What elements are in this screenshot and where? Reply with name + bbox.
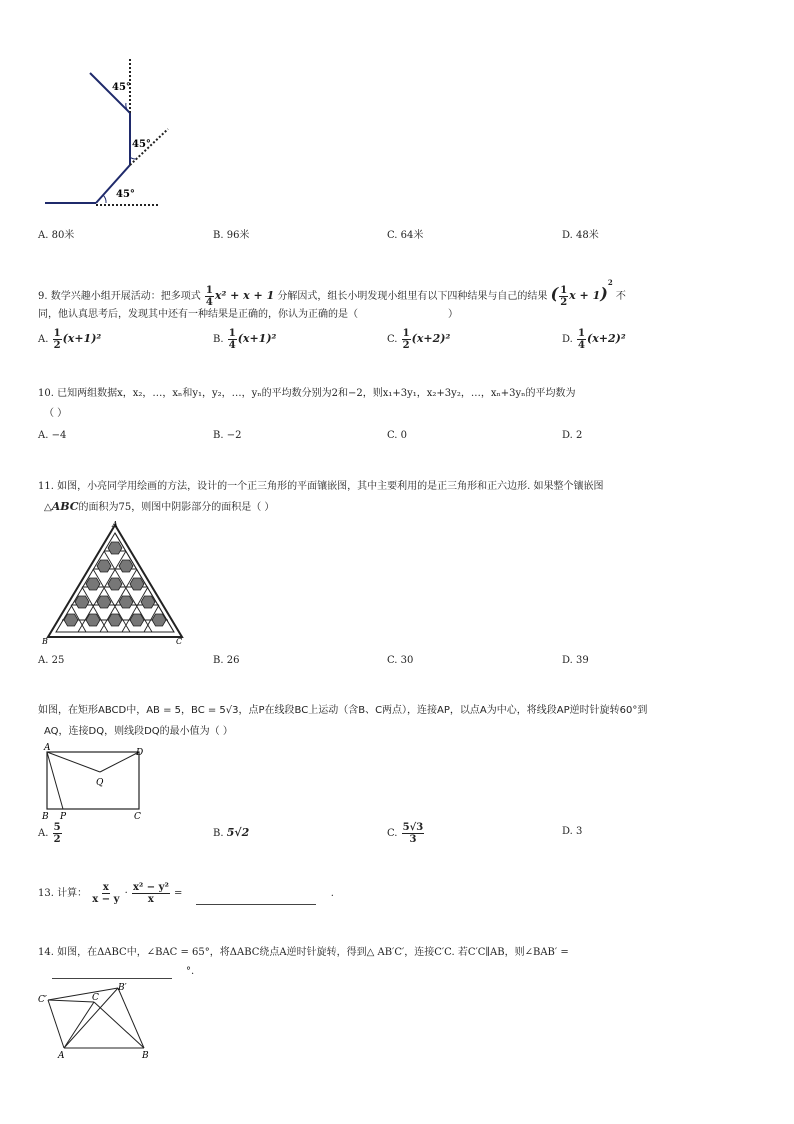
q11-line1: 11. 如图，小亮同学用绘画的方法，设计的一个正三角形的平面镶嵌图，其中主要利用的是正三角形和正六边形. 如果整个镶嵌图 <box>38 481 604 492</box>
q8-option-a[interactable]: A. 80米 <box>38 230 75 241</box>
q10-option-c[interactable]: C. 0 <box>387 430 408 441</box>
q12-line1: 如图，在矩形ABCD中，AB = 5，BC = 5√3，点P在线段BC上运动（含B、C两点），连接AP，以点A为中心，将线段AP逆时针旋转60°到 <box>38 705 648 716</box>
q8-option-c[interactable]: C. 64米 <box>387 230 424 241</box>
q9-line1: 9. 数学兴趣小组开展活动：把多项式 $\frac{1}{4}$ x² + x + 1 分解因式，组长小明发现小组里有以下四种结果与自己的结果 ( $\frac{1}{2}$ x + 1)$^2$ 不 <box>38 278 626 308</box>
q14-label-c: C <box>92 993 99 1003</box>
q11-tessellation-figure <box>40 520 190 650</box>
q9-line2: 同，他认真思考后，发现其中还有一种结果是正确的，你认为正确的是（ ） <box>38 309 458 320</box>
q12-label-a: A <box>44 743 51 753</box>
q11-option-d[interactable]: D. 39 <box>562 655 589 666</box>
q12-option-c[interactable]: C. $\frac{5√3}{3}$ <box>387 822 424 845</box>
q14-line2: °. <box>52 965 194 979</box>
q10-text: 10. 已知两组数据x，x₂，…，xₙ和y₁，y₂，…，yₙ的平均数分别为2和−2，则x₁+3y₁，x₂+3y₂，…，xₙ+3yₙ的平均数为 <box>38 388 576 399</box>
q14-line1: 14. 如图，在ΔABC中，∠BAC = 65°，将ΔABC绕点A逆时针旋转，得到△ AB′C′，连接C′C. 若C′C∥AB，则∠BAB′ = <box>38 947 569 958</box>
q9-text3: 不 <box>615 291 626 302</box>
q9-poly: x² + x + 1 <box>214 289 275 302</box>
q9-frac-half: $\frac{1}{2}$ <box>560 285 568 308</box>
q9-text1: 9. 数学兴趣小组开展活动：把多项式 <box>38 291 201 302</box>
q12-label-q: Q <box>96 778 104 788</box>
q8-angle-3: 45° <box>116 189 135 200</box>
q9-text2: 分解因式，组长小明发现小组里有以下四种结果与自己的结果 <box>277 291 548 302</box>
q11-label-b: B <box>42 637 48 646</box>
q14-label-a: A <box>58 1051 65 1060</box>
q11-option-a[interactable]: A. 25 <box>38 655 65 666</box>
q13-fraction-1: $\frac{x}{x - y}$ <box>92 882 120 905</box>
q12-label-c: C <box>134 812 141 822</box>
q9-frac-quarter: $\frac{1}{4}$ <box>205 285 213 308</box>
q13-fraction-2: $\frac{\text{x² − y²}}{x}$ <box>132 882 169 905</box>
q9-option-a[interactable]: A. $\frac{1}{2}$ (x+1)² <box>38 328 102 351</box>
q12-line2: AQ，连接DQ，则线段DQ的最小值为（ ） <box>44 726 233 737</box>
q8-angle-1: 45° <box>112 82 131 93</box>
q14-rotation-figure <box>36 980 156 1060</box>
q8-figure <box>40 55 180 215</box>
q10-option-a[interactable]: A. −4 <box>38 430 67 441</box>
q9-option-d[interactable]: D. $\frac{1}{4}$ (x+2)² <box>562 328 626 351</box>
q10-option-b[interactable]: B. −2 <box>213 430 242 441</box>
q14-label-b: B <box>142 1051 149 1060</box>
q12-label-p: P <box>60 812 67 822</box>
q11-option-b[interactable]: B. 26 <box>213 655 240 666</box>
q14-answer-blank[interactable] <box>52 978 172 979</box>
q14-label-cprime: C′ <box>38 995 47 1005</box>
q8-option-d[interactable]: D. 48米 <box>562 230 599 241</box>
q13-answer-blank[interactable] <box>196 904 316 905</box>
q8-option-b[interactable]: B. 96米 <box>213 230 250 241</box>
q11-option-c[interactable]: C. 30 <box>387 655 414 666</box>
q10-option-d[interactable]: D. 2 <box>562 430 583 441</box>
q12-label-b: B <box>42 812 49 822</box>
q8-angle-2: 45° <box>132 139 151 150</box>
q12-option-a[interactable]: A. $\frac{5}{2}$ <box>38 822 61 845</box>
q9-option-b[interactable]: B. $\frac{1}{4}$ (x+1)² <box>213 328 277 351</box>
q9-option-c[interactable]: C. $\frac{1}{2}$ (x+2)² <box>387 328 451 351</box>
q14-label-bprime: B′ <box>118 983 127 993</box>
q11-label-a: A <box>112 520 118 529</box>
q13-line: 13. 计算： $\frac{x}{x - y}$ · $\frac{\text{x² − y²}}{x}$ = . <box>38 882 334 905</box>
q12-label-d: D <box>136 748 144 758</box>
q12-rectangle-figure <box>38 742 158 822</box>
q11-line2: △ABC的面积为75，则图中阴影部分的面积是（ ） <box>44 500 275 513</box>
q12-option-b[interactable]: B. 5√2 <box>213 826 250 839</box>
q10-paren: （ ） <box>44 408 68 419</box>
q11-label-c: C <box>176 637 183 646</box>
q12-option-d[interactable]: D. 3 <box>562 826 583 837</box>
